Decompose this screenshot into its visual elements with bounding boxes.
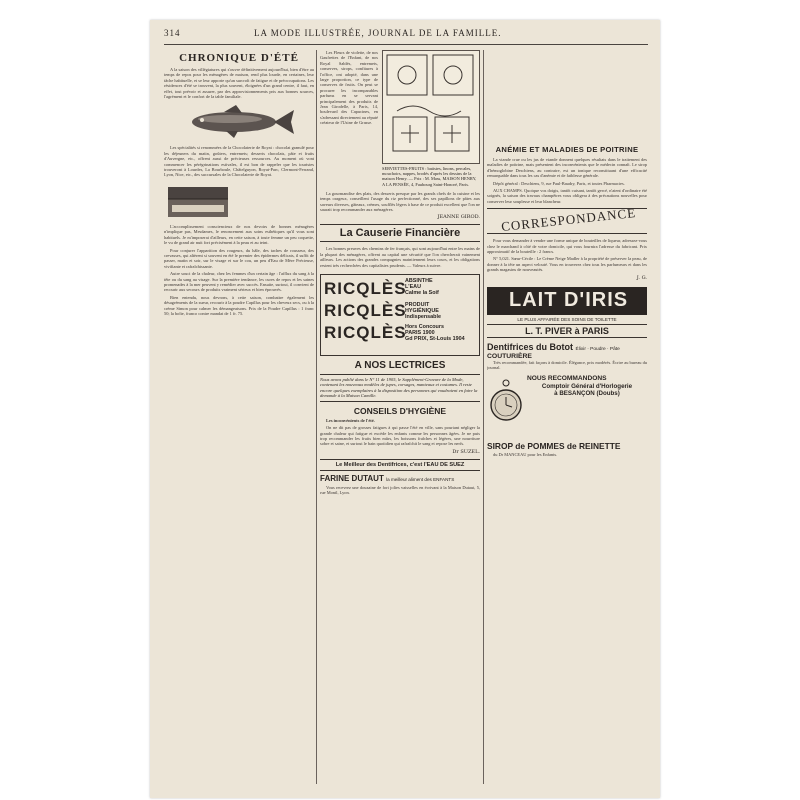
embroidery-caption: SERVIETTES-FRUITS : batistes, linons, percales, mouchoirs, nappes, brodés d'après les dessins de la maison Henry. — Prix : M. Mass, MAISON HENRY, A LA PENSÉE, 4, Faubourg Saint-Honoré, Paris.	[382, 166, 477, 187]
conseils-title: CONSEILS D'HYGIÈNE	[353, 405, 447, 416]
comptoir-title: Comptoir Général d'Horlogerie	[541, 382, 633, 390]
page-number: 314	[164, 28, 181, 38]
chronique-text	[164, 145, 314, 177]
paragraph: du Dr MANCEAU pour les Enfants.	[493, 451, 558, 457]
farine-title: FARINE DUTAUT	[320, 473, 384, 483]
top-row	[320, 50, 480, 191]
tagline-line: Gd PRIX, St-Louis 1904	[405, 335, 465, 342]
farine-sub: la meilleur aliment des ENFANTS	[386, 476, 455, 482]
chronique-text	[164, 224, 314, 317]
conseils-text	[320, 418, 480, 447]
paragraph: L'accomplissement consciencieux de nos devoirs de bonnes ménagères n'implique pas, Mesdames, le renoncement aux soins esthétiques qu'il vous sont habituels. Je m'imposerai d'ailleurs, en cette saison, à toute femme un peu coquette, le vu de grand air nuit fort précisément à la peau et au teint.	[164, 223, 314, 246]
journal-title: LA MODE ILLUSTRÉE, JOURNAL DE LA FAMILLE.	[254, 28, 502, 38]
ricqles-word: RICQLÈS	[324, 301, 407, 321]
signature: J. G.	[636, 274, 647, 281]
paragraph: Vous recevrez une douzaine de fort jolies vaisselles en écrivant à la Maison Dutaut, 5, rue Montl, Lyon.	[320, 484, 480, 496]
ricqles-word: RICQLÈS	[324, 279, 407, 299]
tagline-line: L'EAU	[405, 283, 421, 290]
signature: Dr SUZEL.	[452, 448, 480, 455]
anemie-title: ANÉMIE ET MALADIES DE POITRINE	[495, 145, 639, 154]
lectrices-text: Nous avons publié dans le N° 11 de 1905, le Supplément-Gravure de la Mode, contenant les nouveaux modèles de jupes, corsages, manteaux et costumes. Il reste encore quelques exemplaires à la disposition des personnes qui voudraient en faire la demande à la Maison Camille.	[320, 374, 480, 402]
tagline-line: Indispensable	[405, 313, 441, 320]
tagline-line: Hors Concours	[405, 324, 444, 331]
conseils-subtitle: Les inconvénients de l'été.	[326, 417, 375, 423]
ricqles-tagline	[405, 325, 465, 342]
paragraph: On ne dit pas de grosses fatigues à qui passe l'été en ville, sans pourtant négliger la grande chaleur qui fatigue et excède les enfants comme les personnes âgées. Je ne puis trop recommander les fruits bien mûrs, les boissons fraîches et légères, une nourriture sobre et saine, et surtout le bain quotidien qui rafraîchit le sang et repose les nerfs.	[320, 425, 480, 447]
paragraph: Pour vous demander à vendre une forme unique de bouteilles de liqueur, adressez-vous chez le marchand à côté de votre domicile, qui vous fournira l'adresse du fabricant. Prix approximatif de la bouteille : 2 francs.	[487, 238, 647, 255]
column-right	[487, 50, 647, 784]
botot-ad	[487, 342, 647, 352]
paragraph: Pour conjurer l'apparition des rougeurs, du hâle, des taches de rousseur, des crevasses, qui altèrent si souvent en été le premier des épidermes délicats, il suffit de passer, matin et soir, sur le visage et sur le cou, un peu d'Eau de Mère Précieuse, vivifiante et rafraîchissante.	[164, 247, 314, 269]
magazine-page	[150, 20, 660, 798]
paragraph: A la saison des villégiatures qui s'ouvre définitivement aujourd'hui, bien d'être au temps de repos pour les ménagères de maison, rend plus lourde, en certaines, leur tâche habituelle, et se leur apporte qu'un surcroît de fatigue et de préoccupations. Les résidences d'été se trouvent, la plus souvent, éloignées d'un grand centre, il faut, en effet, tout prévoir et assurer, par des approvisionnements pris aux bonnes sources, l'agrément et le confort de la table familiale.	[164, 67, 314, 100]
couturiere-text	[487, 360, 647, 371]
paragraph: La gourmandise des plats, des desserts presque par les grands chefs de la cuisine et les temps orageux, conseillent l'usage du riz perfectionné, des ses papillons de pâtes aux saveurs diverses, gâteaux, crèmes, soufflés légers à base de ce produit excellent que l'on ne saurait trop recommander aux ménagères.	[320, 190, 480, 213]
embroidery-block	[382, 50, 480, 191]
horlogerie-ad	[487, 375, 647, 437]
tagline-line: PRODUIT	[405, 302, 430, 309]
tagline-line: PARIS 1900	[405, 329, 435, 336]
couturiere-title: COUTURIÈRE	[487, 352, 532, 360]
pocket-watch-icon	[489, 377, 523, 433]
correspondance-text	[487, 238, 647, 272]
suez-ad: Le Meilleur des Dentifrices, c'est l'EAU DE SUEZ	[320, 459, 480, 471]
embroidery-illustration	[382, 50, 480, 164]
tagline-line: Calme la Soif	[405, 289, 439, 296]
signature: JEANNE GIROD.	[437, 214, 480, 221]
comptoir-block	[527, 383, 647, 397]
paragraph: Les Fleurs de violette, de nos Gaufrettes de l'Enfant, de nos Royal Sablés, entremets, conserves, sirops, confitures à l'office, ont adopté, dans une large proportion, ce type de conserves de fruits. On peut se procurer les incomparables parfums en se servant principalement des produits de Jean Girodelle, à Paris, 14, boulevard des Capucines, en s'adressant directement au réputé créateur de l'Usine de Grasse.	[320, 50, 378, 126]
sirop-ad	[487, 441, 647, 451]
lectrices-title: A NOS LECTRICES	[354, 360, 446, 372]
chronique-title: CHRONIQUE D'ÉTÉ	[179, 52, 299, 64]
continued-text	[320, 191, 480, 213]
ricqles-ad	[320, 274, 480, 356]
tagline-line: HYGIÉNIQUE	[405, 307, 439, 314]
lait-title: LAIT D'IRIS	[509, 288, 629, 311]
ricqles-tagline	[405, 279, 439, 296]
paragraph: La viande crue ou les jus de viande donnent quelques résultats dans le traitement des maladies de poitrine, mais présentent des inconvénients que le médecin connaît. Le sirop d'hémoglobine Deschiens, au contraire, est un tonique reconstituant d'une efficacité remarquable dans tous les cas d'anémie et de faiblesse générale.	[487, 157, 647, 179]
chocolate-box-illustration	[164, 181, 314, 221]
column-left	[164, 50, 314, 784]
piver-ad: L. T. PIVER à PARIS	[487, 324, 647, 338]
embroidery-spill	[487, 50, 647, 142]
lait-iris-ad	[487, 287, 647, 315]
causerie-text	[320, 246, 480, 268]
paragraph: AUX CHAMPS. Quoique vos doigts, tantôt cuisant, tantôt gercé, n'aient d'ordinaire été soignés, la saison des travaux champêtres vous obligera à des précautions nouvelles pour conserver leur souplesse et leur blancheur.	[487, 188, 647, 204]
correspondance-banner	[487, 205, 647, 235]
column-separator	[483, 50, 484, 784]
sirop-text	[487, 452, 647, 457]
paragraph: Autre souci de la chaleur, chez les femmes d'un certain âge : l'afflux du sang à la tête ou du sang au visage. Sur la première tendance, les cures de repos et les saines promenades à la mer peuvent y remédier avec succès. Ensuite, surtout, il convient de recourir aux secours de produits vraiment sérieux et bien éprouvés.	[164, 271, 314, 293]
continued-text	[320, 50, 378, 191]
nous-title: NOUS RECOMMANDONS	[527, 374, 607, 382]
farine-ad	[320, 474, 480, 483]
paragraph: Les bonnes preuves des chemins de fer français, qui sont aujourd'hui entre les mains de la plupart des ménagères, offrent au capital une sécurité que l'on chercherait vainement ailleurs. Les actions des grandes compagnies maintiennent leurs cours, et les obligations restent très recherchées des capitalistes prudents. — Valeurs à suivre.	[320, 246, 480, 268]
chronique-text	[164, 67, 314, 99]
paragraph: Dépôt général : Deschiens, 9, rue Paul-Baudry, Paris, et toutes Pharmacies.	[493, 180, 625, 186]
column-middle	[320, 50, 480, 784]
fish-illustration	[164, 101, 314, 143]
paragraph: Très recommandée, fait façons à domicile. Élégance, prix modérés. Écrire au bureau du journal.	[487, 359, 647, 371]
ricqles-tagline	[405, 303, 441, 320]
fish-icon	[164, 101, 314, 143]
napkins-icon	[383, 51, 479, 161]
farine-text	[320, 485, 480, 496]
paragraph: N° 5,021. Sœur-Cécile : Le Crème Neige Madler à la propriété de préserver la peau, de donner à la tête un aspect velouté. Vous en trouverez chez tous les parfumeurs et dans les grands magasins de nouveautés.	[487, 256, 647, 273]
page-header	[164, 28, 648, 42]
paragraph: Les spécialités si renommées de la Chocolaterie de Royat : chocolat granulé pour les déjeuners du matin, goûters, entremets; desserts chocolats, pâte et fruits d'Auvergne, etc., offrent aussi de précieuses ressources. Au moment où vont commencer les pérégrinations estivales, il est bon de rappeler que les touristes trouveront à Lourdes, La Bourboule, Châtelguyon, Royat-Parc, Clermont-Ferrand, Lyon, Nice, etc., des succursales de la Chocolaterie de Royat.	[164, 145, 314, 178]
lait-subtitle: LE PLUS AFFAIRÉE DES SOINS DE TOILETTE	[517, 316, 617, 322]
comptoir-city: à BESANÇON (Doubs)	[554, 389, 620, 397]
correspondance-title: CORRESPONDANCE	[500, 205, 637, 235]
causerie-title: La Causerie Financière	[320, 224, 480, 242]
anemie-text	[487, 157, 647, 204]
header-rule	[164, 44, 648, 45]
chest-icon	[164, 181, 234, 221]
botot-title: Dentifrices du Botot	[487, 341, 574, 352]
paragraph: Bien entendu, nous devrons, à cette saison, combattre également les désagréments de la sueur, recourir à la poudre Capillus pour les cheveux secs, ou à la crème Simon pour calmer les démangeaisons. Prix de la Poudre Capillus : 1 franc 50; la boîte, franco contre mandat de 1 fr. 75.	[164, 294, 314, 316]
sirop-title: SIROP de POMMES de REINETTE	[487, 440, 621, 451]
column-separator	[316, 50, 317, 784]
botot-sub: Élixir · Poudre · Pâte	[575, 346, 620, 352]
ricqles-word: RICQLÈS	[324, 323, 407, 343]
tagline-line: ABSINTHE	[405, 278, 433, 285]
